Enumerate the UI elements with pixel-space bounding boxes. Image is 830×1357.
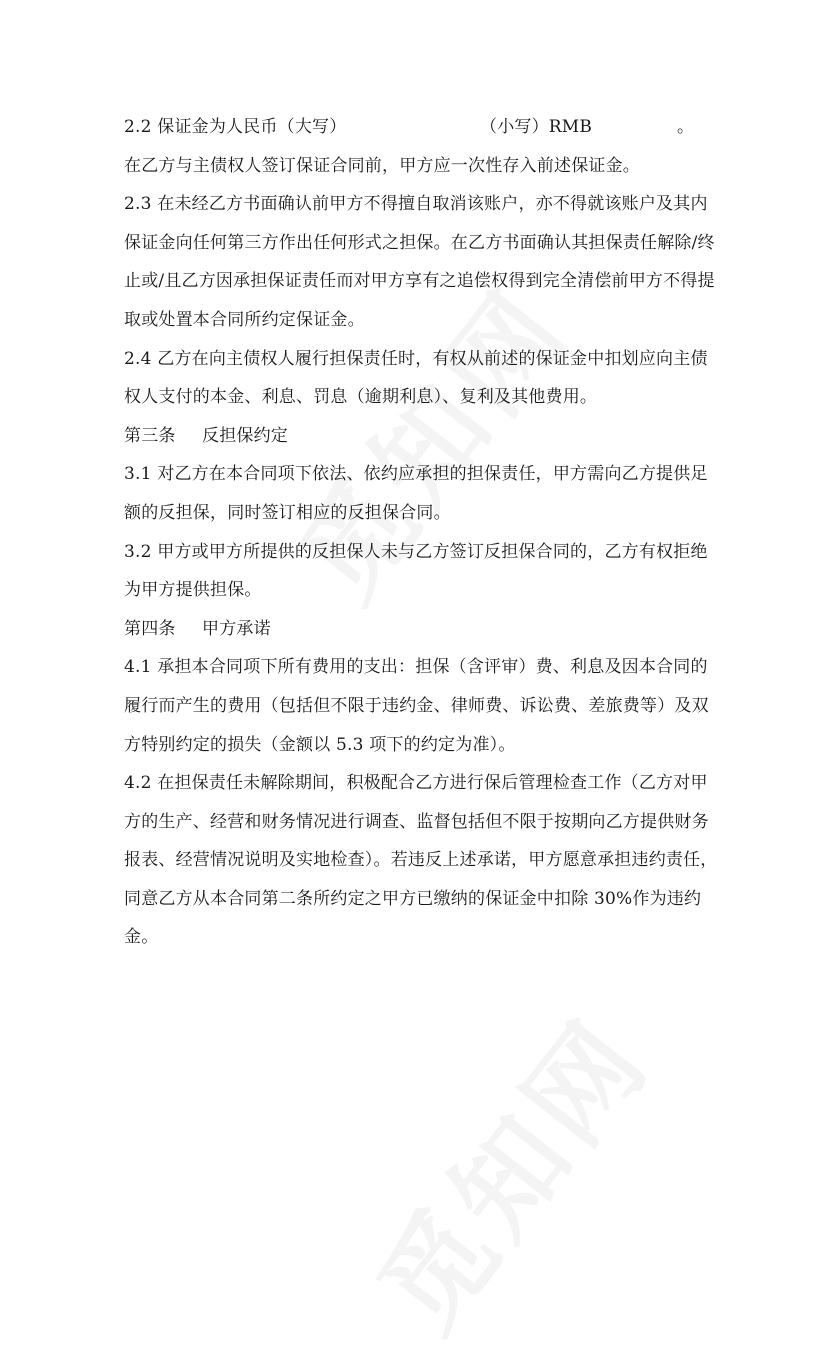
article-title: 甲方承诺 — [202, 618, 271, 639]
clause-line: 取或处置本合同所约定保证金。 — [124, 309, 365, 330]
sentence-end-mark: 。 — [677, 117, 695, 137]
clause-2-2 — [124, 108, 704, 185]
clause-line: 3.2 甲方或甲方所提供的反担保人未与乙方签订反担保合同的，乙方有权拒绝 — [124, 541, 708, 562]
clause-line — [124, 108, 704, 147]
clause-line: 保证金向任何第三方作出任何形式之担保。在乙方书面确认其担保责任解除/终 — [124, 232, 715, 253]
clause-line: 4.2 在担保责任未解除期间，积极配合乙方进行保后管理检查工作（乙方对甲 — [124, 773, 708, 794]
article-3-heading — [124, 417, 704, 456]
clause-3-1 — [124, 455, 708, 532]
deposit-amount-lowercase-label: （小写）RMB — [480, 117, 593, 137]
clause-line: 2.4 乙方在向主债权人履行担保责任时，有权从前述的保证金中扣划应向主债 — [124, 348, 708, 369]
clause-line: 额的反担保，同时签订相应的反担保合同。 — [124, 502, 451, 523]
clause-3-2 — [124, 533, 708, 610]
clause-line: 金。 — [124, 927, 159, 948]
watermark — [336, 981, 678, 1357]
document-body — [124, 108, 718, 957]
clause-line: 履行而产生的费用（包括但不限于违约金、律师费、诉讼费、差旅费等）及双 — [124, 695, 709, 716]
clause-line: 在乙方与主债权人签订保证合同前，甲方应一次性存入前述保证金。 — [124, 155, 640, 176]
clause-line: 止或/且乙方因承担保证责任而对甲方享有之追偿权得到完全清偿前甲方不得提 — [124, 271, 715, 292]
clause-line: 方的生产、经营和财务情况进行调查、监督包括但不限于按期向乙方提供财务 — [124, 811, 709, 832]
clause-line: 3.1 对乙方在本合同项下依法、依约应承担的担保责任，甲方需向乙方提供足 — [124, 464, 708, 485]
clause-line: 报表、经营情况说明及实地检查）。若违反上述承诺，甲方愿意承担违约责任， — [124, 850, 718, 871]
article-4-heading — [124, 610, 704, 649]
deposit-amount-uppercase-label: 2.2 保证金为人民币（大写） — [124, 117, 347, 137]
clause-line: 权人支付的本金、利息、罚息（逾期利息）、复利及其他费用。 — [124, 387, 598, 408]
article-number: 第四条 — [124, 618, 176, 639]
clause-4-1 — [124, 648, 709, 764]
clause-2-3 — [124, 185, 715, 339]
article-number: 第三条 — [124, 425, 176, 446]
clause-line: 4.1 承担本合同项下所有费用的支出：担保（含评审）费、利息及因本合同的 — [124, 657, 708, 678]
clause-line: 方特别约定的损失（金额以 5.3 项下的约定为准）。 — [124, 734, 516, 755]
article-title: 反担保约定 — [202, 425, 288, 446]
clause-line: 为甲方提供担保。 — [124, 580, 262, 601]
clause-line: 同意乙方从本合同第二条所约定之甲方已缴纳的保证金中扣除 30%作为违约 — [124, 888, 702, 909]
clause-4-2 — [124, 764, 718, 957]
clause-line: 2.3 在未经乙方书面确认前甲方不得擅自取消该账户，亦不得就该账户及其内 — [124, 194, 708, 215]
clause-2-4 — [124, 340, 708, 417]
